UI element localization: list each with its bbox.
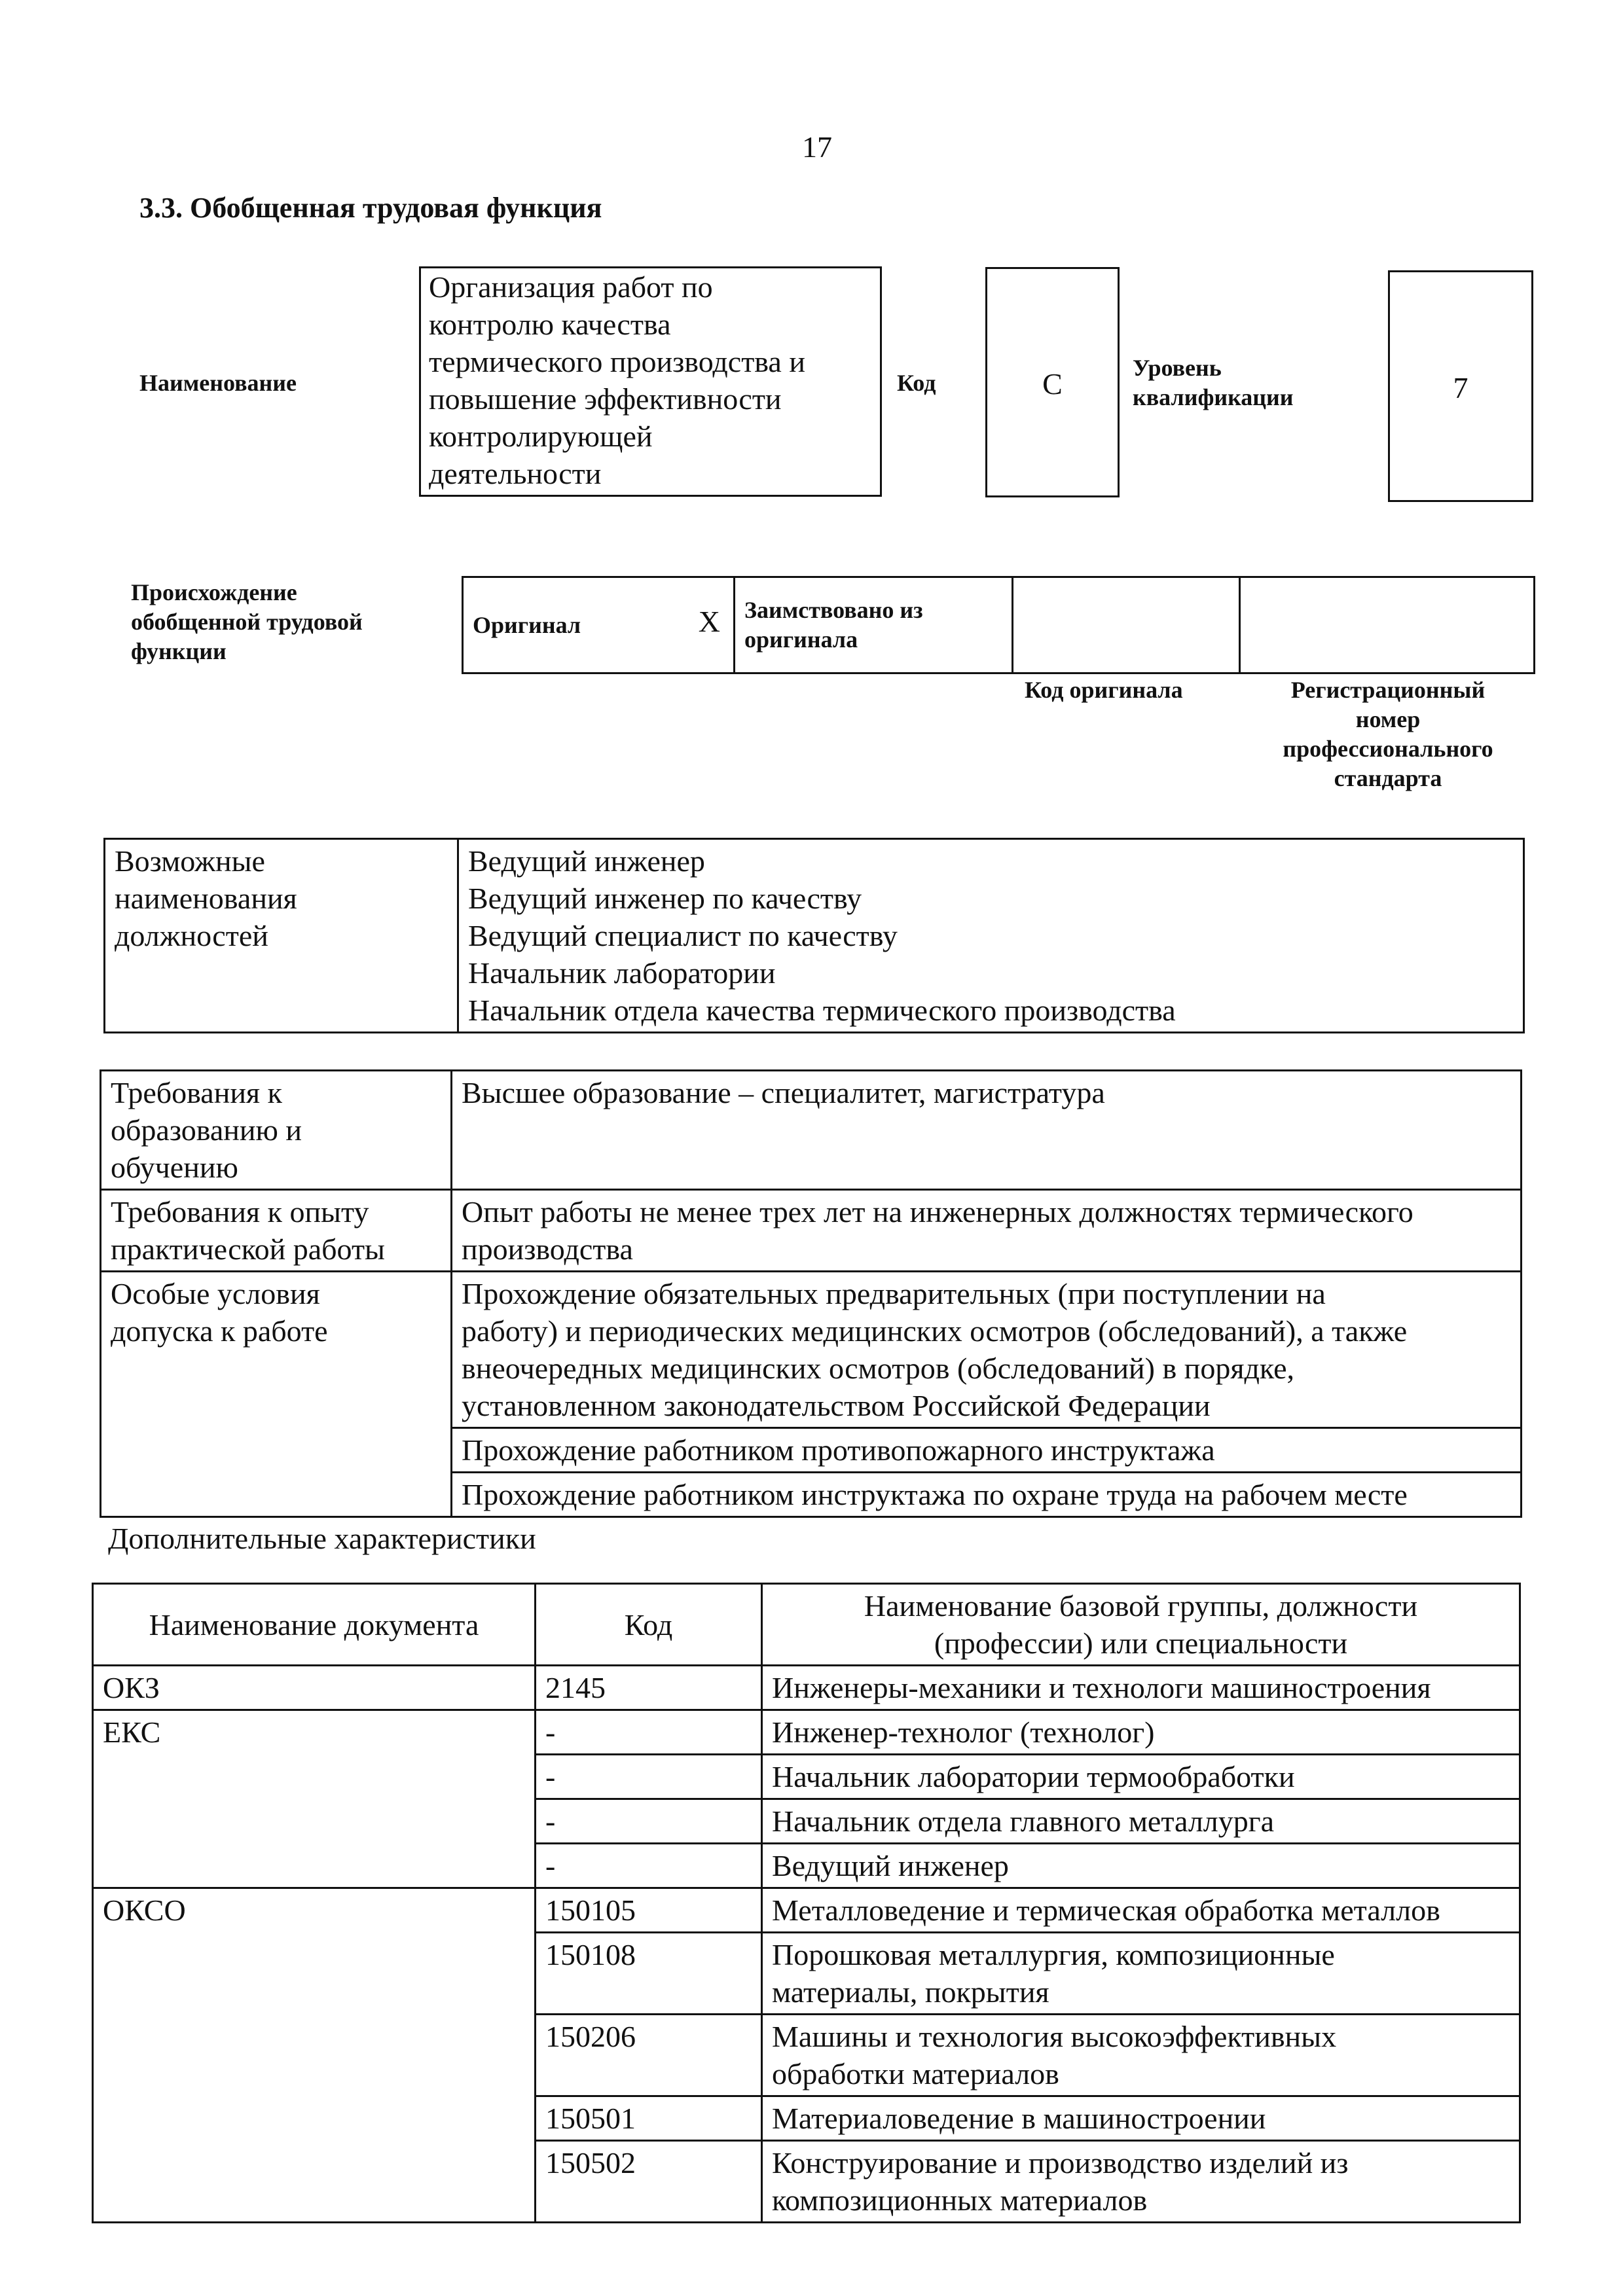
experience-label-line: Требования к опыту [111, 1195, 369, 1229]
col-header-name-line: (профессии) или специальности [934, 1626, 1348, 1660]
reg-caption-line: номер [1355, 706, 1421, 732]
code-value-box [985, 267, 1120, 497]
name-cell: Металловедение и термическая обработка металлов [762, 1888, 1520, 1933]
origin-reg-cell [1240, 577, 1535, 673]
col-header-code: Код [536, 1584, 762, 1666]
additional-title: Дополнительные характеристики [108, 1522, 536, 1555]
conditions-value-2: Прохождение работником противопожарного инструктажа [452, 1428, 1522, 1473]
code-cell: - [536, 1755, 762, 1799]
level-label [1133, 353, 1294, 412]
name-cell: Инженер-технолог (технолог) [762, 1710, 1520, 1755]
name-value-line: деятельности [429, 457, 602, 490]
name-line: Конструирование и производство изделий из [772, 2146, 1349, 2179]
origin-borrowed-line: Заимствовано из [744, 597, 923, 623]
code-value: С [1042, 367, 1063, 401]
name-cell [762, 2015, 1520, 2096]
positions-label-line: должностей [115, 919, 268, 952]
code-cell: - [536, 1710, 762, 1755]
reg-caption-line: профессионального [1283, 736, 1493, 762]
name-cell: Начальник лаборатории термообработки [762, 1755, 1520, 1799]
code-cell: - [536, 1844, 762, 1888]
conditions-label-line: Особые условия [111, 1277, 320, 1310]
name-label: Наименование [139, 370, 297, 396]
name-cell: Инженеры-механики и технологи машиностроения [762, 1666, 1520, 1710]
conditions-label-line: допуска к работе [111, 1314, 328, 1348]
name-line: материалы, покрытия [772, 1975, 1049, 2009]
name-value-line: термического производства и [429, 345, 805, 378]
education-label-line: образованию и [111, 1113, 302, 1147]
name-line: Машины и технология высокоэффективных [772, 2020, 1337, 2053]
experience-label-cell [101, 1190, 452, 1272]
positions-label-line: Возможные [115, 844, 265, 878]
origin-original-cell [463, 577, 735, 673]
conditions-value-line: установленном законодательством Российской Федерации [462, 1389, 1211, 1422]
experience-label-line: практической работы [111, 1232, 385, 1266]
code-cell: 2145 [536, 1666, 762, 1710]
code-cell: 150502 [536, 2141, 762, 2223]
code-original-caption: Код оригинала [1025, 677, 1183, 703]
conditions-value-cell [452, 1272, 1522, 1428]
name-value-line: контролирующей [429, 420, 653, 453]
name-cell: Ведущий инженер [762, 1844, 1520, 1888]
name-value-box [419, 266, 882, 497]
origin-borrowed-line: оригинала [744, 626, 858, 653]
name-value-line: повышение эффективности [429, 382, 782, 416]
level-label-line: Уровень [1133, 355, 1222, 381]
table-row [93, 1888, 1520, 1933]
origin-label-line: функции [131, 638, 227, 664]
name-value-line: контролю качества [429, 308, 671, 341]
position-item: Ведущий специалист по качеству [468, 919, 898, 952]
code-cell: 150206 [536, 2015, 762, 2096]
code-cell: 150105 [536, 1888, 762, 1933]
additional-table [92, 1583, 1521, 2223]
position-item: Начальник отдела качества термического производства [468, 994, 1176, 1027]
conditions-value-line: Прохождение обязательных предварительных (при поступлении на [462, 1277, 1326, 1310]
conditions-value-line: работу) и периодических медицинских осмотров (обследований), а также [462, 1314, 1408, 1348]
education-label-line: Требования к [111, 1076, 282, 1109]
positions-table [103, 838, 1525, 1033]
education-label-cell [101, 1071, 452, 1190]
requirements-table [100, 1069, 1522, 1518]
name-line: композиционных материалов [772, 2183, 1148, 2217]
position-item: Ведущий инженер по качеству [468, 882, 862, 915]
page-number: 17 [802, 130, 832, 164]
reg-caption-line: стандарта [1334, 765, 1442, 791]
reg-number-caption [1244, 675, 1532, 793]
code-label: Код [897, 370, 936, 396]
table-row [93, 1666, 1520, 1710]
conditions-value-3: Прохождение работником инструктажа по охране труда на рабочем месте [452, 1473, 1522, 1517]
origin-label-line: обобщенной трудовой [131, 609, 363, 635]
origin-original-label: Оригинал [473, 611, 581, 638]
origin-original-mark: X [698, 605, 720, 638]
col-header-name [762, 1584, 1520, 1666]
code-cell: - [536, 1799, 762, 1844]
origin-code-cell [1013, 577, 1240, 673]
table-row [93, 1710, 1520, 1755]
education-value: Высшее образование – специалитет, магистратура [452, 1071, 1522, 1190]
name-cell [762, 2141, 1520, 2223]
col-header-name-line: Наименование базовой группы, должности [864, 1589, 1418, 1623]
name-line: обработки материалов [772, 2057, 1059, 2090]
code-cell: 150501 [536, 2096, 762, 2141]
position-item: Начальник лаборатории [468, 956, 776, 990]
doc-cell: ОКСО [93, 1888, 536, 2223]
doc-cell: ОКЗ [93, 1666, 536, 1710]
experience-value-cell [452, 1190, 1522, 1272]
experience-value-line: производства [462, 1232, 633, 1266]
code-cell: 150108 [536, 1933, 762, 2015]
name-cell [762, 1933, 1520, 2015]
conditions-label-cell [101, 1272, 452, 1517]
doc-cell: ЕКС [93, 1710, 536, 1888]
education-label-line: обучению [111, 1151, 238, 1184]
position-item: Ведущий инженер [468, 844, 705, 878]
positions-list-cell [458, 839, 1524, 1033]
conditions-value-line: внеочередных медицинских осмотров (обследований) в порядке, [462, 1352, 1295, 1385]
positions-label-line: наименования [115, 882, 297, 915]
origin-label-line: Происхождение [131, 579, 297, 605]
origin-label [131, 578, 363, 666]
section-title: 3.3. Обобщенная трудовая функция [139, 192, 602, 224]
level-value: 7 [1453, 371, 1468, 404]
col-header-doc: Наименование документа [93, 1584, 536, 1666]
positions-label-cell [105, 839, 458, 1033]
name-cell: Материаловедение в машиностроении [762, 2096, 1520, 2141]
name-cell: Начальник отдела главного металлурга [762, 1799, 1520, 1844]
name-line: Порошковая металлургия, композиционные [772, 1938, 1335, 1971]
origin-borrowed-cell [735, 577, 1013, 673]
level-label-line: квалификации [1133, 384, 1294, 410]
reg-caption-line: Регистрационный [1290, 677, 1486, 703]
experience-value-line: Опыт работы не менее трех лет на инженерных должностях термического [462, 1195, 1413, 1229]
origin-table [462, 576, 1535, 674]
level-value-box [1388, 270, 1533, 502]
name-value-line: Организация работ по [429, 270, 713, 304]
